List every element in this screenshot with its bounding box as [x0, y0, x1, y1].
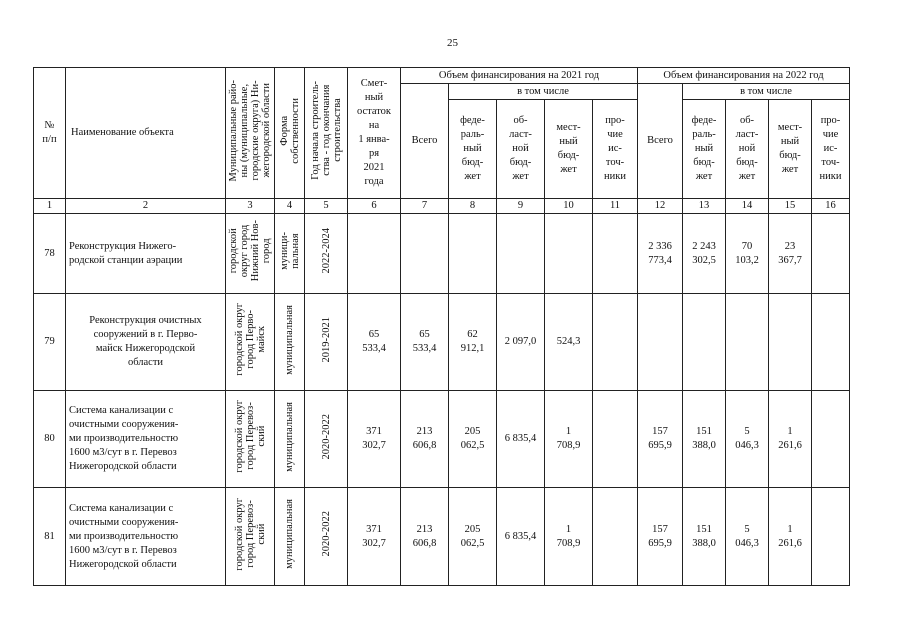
- header-regional-2021: об- ласт- ной бюд- жет: [497, 100, 545, 199]
- local-2021: 1 708,9: [545, 391, 593, 488]
- column-number-row: [34, 199, 850, 214]
- years-cell: [305, 294, 348, 391]
- header-total-2022: Всего: [638, 84, 683, 199]
- header-ownership-text: Форма собственности: [278, 97, 301, 164]
- total-2022: 157 695,9: [638, 391, 683, 488]
- federal-2021: 62 912,1: [449, 294, 497, 391]
- district-cell: [226, 294, 275, 391]
- regional-2021: 2 097,0: [497, 294, 545, 391]
- years-text: 2020-2022: [320, 511, 332, 557]
- header-other-2021: про- чие ис- точ- ники: [593, 100, 638, 199]
- header-regional-2022: об- ласт- ной бюд- жет: [726, 100, 769, 199]
- local-2022: 23 367,7: [769, 214, 812, 294]
- years-text: 2019-2021: [320, 316, 332, 363]
- col-number: 12: [638, 199, 683, 214]
- total-2022: 157 695,9: [638, 488, 683, 586]
- header-district: [226, 68, 275, 199]
- header-fin-2022: Объем финансирования на 2022 год: [638, 68, 850, 84]
- district-cell: [226, 488, 275, 586]
- regional-2022: 5 046,3: [726, 391, 769, 488]
- header-ownership: [275, 68, 305, 199]
- other-2022: [812, 391, 850, 488]
- regional-2022: [726, 294, 769, 391]
- page-number: 25: [447, 37, 458, 49]
- local-2022: [769, 294, 812, 391]
- ownership-text: муници- пальная: [278, 232, 301, 270]
- ownership-text: муниципальная: [284, 304, 295, 375]
- years-cell: [305, 391, 348, 488]
- federal-2021: [449, 214, 497, 294]
- ownership-cell: [275, 391, 305, 488]
- header-including-2021: в том числе: [449, 84, 638, 100]
- header-years: [305, 68, 348, 199]
- col-number: 14: [726, 199, 769, 214]
- federal-2021: 205 062,5: [449, 391, 497, 488]
- col-number: 4: [275, 199, 305, 214]
- district-text: городской округ город Нижний Нов- город: [228, 220, 272, 282]
- header-num: № п/п: [34, 68, 66, 199]
- header-federal-2021: феде- раль- ный бюд- жет: [449, 100, 497, 199]
- ownership-text: муниципальная: [284, 499, 295, 569]
- district-cell: [226, 214, 275, 294]
- federal-2022: 151 388,0: [683, 391, 726, 488]
- row-num: 81: [34, 488, 66, 586]
- object-name: Система канализации с очистными сооружения- ми производительностю 1600 м3/сут в г. Перевоз Нижегородской области: [66, 488, 226, 586]
- header-local-2021: мест- ный бюд- жет: [545, 100, 593, 199]
- total-2022: [638, 294, 683, 391]
- federal-2022: 2 243 302,5: [683, 214, 726, 294]
- regional-2021: [497, 214, 545, 294]
- header-federal-2022: феде- раль- ный бюд- жет: [683, 100, 726, 199]
- header-years-text: Год начала строитель- ства - год окончания строительства: [309, 81, 343, 180]
- col-number: 5: [305, 199, 348, 214]
- col-number: 8: [449, 199, 497, 214]
- header-fin-2021: Объем финансирования на 2021 год: [401, 68, 638, 84]
- col-number: 15: [769, 199, 812, 214]
- total-2021: 213 606,8: [401, 391, 449, 488]
- table-row: [34, 214, 850, 294]
- federal-2021: 205 062,5: [449, 488, 497, 586]
- object-name: Реконструкция очистных сооружений в г. Перво- майск Нижегородской области: [66, 294, 226, 391]
- row-num: 78: [34, 214, 66, 294]
- total-2022: 2 336 773,4: [638, 214, 683, 294]
- table-row: [34, 391, 850, 488]
- other-2021: [593, 294, 638, 391]
- regional-2022: 70 103,2: [726, 214, 769, 294]
- regional-2022: 5 046,3: [726, 488, 769, 586]
- total-2021: 65 533,4: [401, 294, 449, 391]
- years-cell: [305, 488, 348, 586]
- other-2021: [593, 488, 638, 586]
- ownership-cell: [275, 294, 305, 391]
- estimate-cell: 371 302,7: [348, 488, 401, 586]
- district-cell: [226, 391, 275, 488]
- years-text: 2020-2022: [320, 413, 332, 460]
- estimate-cell: 65 533,4: [348, 294, 401, 391]
- district-text: городской округ город Перво- майск: [233, 303, 267, 376]
- ownership-cell: [275, 488, 305, 586]
- header-estimate: Смет- ный остаток на 1 янва- ря 2021 года: [348, 68, 401, 199]
- total-2021: [401, 214, 449, 294]
- col-number: 3: [226, 199, 275, 214]
- other-2021: [593, 391, 638, 488]
- col-number: 2: [66, 199, 226, 214]
- header-including-2022: в том числе: [683, 84, 850, 100]
- col-number: 7: [401, 199, 449, 214]
- local-2022: 1 261,6: [769, 391, 812, 488]
- regional-2021: 6 835,4: [497, 391, 545, 488]
- local-2021: 1 708,9: [545, 488, 593, 586]
- header-other-2022: про- чие ис- точ- ники: [812, 100, 850, 199]
- local-2021: [545, 214, 593, 294]
- row-num: 80: [34, 391, 66, 488]
- ownership-text: муниципальная: [284, 401, 295, 472]
- other-2022: [812, 488, 850, 586]
- col-number: 1: [34, 199, 66, 214]
- years-text: 2022-2024: [320, 228, 332, 274]
- header-local-2022: мест- ный бюд- жет: [769, 100, 812, 199]
- ownership-cell: [275, 214, 305, 294]
- object-name: Система канализации с очистными сооружения- ми производительностю 1600 м3/сут в г. Перевоз Нижегородской области: [66, 391, 226, 488]
- district-text: городской округ город Перевоз- ский: [233, 400, 267, 473]
- header-name: Наименование объекта: [66, 68, 226, 199]
- col-number: 16: [812, 199, 850, 214]
- estimate-cell: 371 302,7: [348, 391, 401, 488]
- district-text: городской округ город Перевоз- ский: [233, 497, 267, 571]
- local-2022: 1 261,6: [769, 488, 812, 586]
- other-2021: [593, 214, 638, 294]
- header-total-2021: Всего: [401, 84, 449, 199]
- table-row: [34, 294, 850, 391]
- row-num: 79: [34, 294, 66, 391]
- local-2021: 524,3: [545, 294, 593, 391]
- federal-2022: [683, 294, 726, 391]
- object-name: Реконструкция Нижего- родской станции аэрации: [66, 214, 226, 294]
- col-number: 13: [683, 199, 726, 214]
- col-number: 6: [348, 199, 401, 214]
- estimate-cell: [348, 214, 401, 294]
- col-number: 9: [497, 199, 545, 214]
- table-row: [34, 488, 850, 586]
- regional-2021: 6 835,4: [497, 488, 545, 586]
- years-cell: [305, 214, 348, 294]
- col-number: 10: [545, 199, 593, 214]
- other-2022: [812, 294, 850, 391]
- total-2021: 213 606,8: [401, 488, 449, 586]
- federal-2022: 151 388,0: [683, 488, 726, 586]
- header-district-text: Муниципальные райо- ны (муниципальные, городские округа) Ни- жегородской области: [228, 79, 272, 182]
- financing-table: [33, 67, 850, 586]
- other-2022: [812, 214, 850, 294]
- col-number: 11: [593, 199, 638, 214]
